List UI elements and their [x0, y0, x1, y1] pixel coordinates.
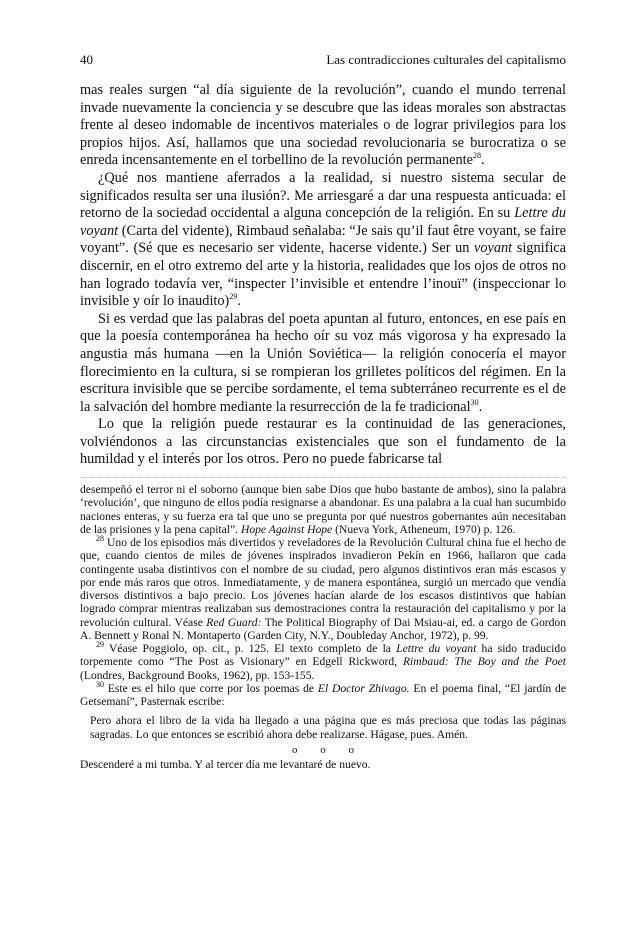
italic-term: voyant: [474, 240, 513, 257]
paragraph-1: [80, 82, 566, 170]
running-title: Las contradicciones culturales del capitalismo: [326, 52, 566, 67]
italic-title: Red Guard:: [206, 615, 262, 629]
italic-title: Hope Against Hope: [240, 522, 333, 536]
text-run: significa discernir, en el otro extremo del arte y la historia, realidades que los ojos de otros no han logrado todavía ver, “inspecter l’invisible et entendre l’inouï” (inspeccionar lo invisible y oír lo inaudito): [80, 240, 566, 310]
text-run: ¿Qué nos mantiene aferrados a la realidad, si nuestro sistema secular de significados resulta ser una ilusión?. Me arriesgaré a dar una respuesta anticuada: el retorno de la sociedad occidental a alguna concepción de la religión. En su: [80, 169, 566, 222]
text-run: (Carta del vidente), Rimbaud señalaba: “Je sais qu’il faut être voyant, se faire voyant”. (Sé que es necesario ser vidente, hacerse vidente.) Ser un: [80, 222, 566, 257]
footnote-continuation: [80, 483, 566, 536]
footnote-30: [80, 679, 566, 709]
footnote-ref-28: 28: [473, 151, 481, 161]
italic-title: El Doctor Zhivago.: [317, 681, 410, 695]
text-run: .: [237, 293, 241, 310]
paragraph-2: [80, 170, 566, 311]
text-run: .: [478, 398, 483, 415]
running-header: [80, 52, 566, 72]
text-run: mas reales surgen “al día siguiente de la revolución”, cuando el mundo terrenal invade nuevamente la conciencia y se descubre que las ideas morales son abstractas frente al deseo indomable de incentivos materiales o de lograr privilegios para los propios hijos. Así, hallamos que una sociedad revolucionaria se burocratiza o se enreda incensantemente en el torbellino de la revolución permanente: [80, 82, 566, 169]
text-run: Uno de los episodios más divertidos y reveladores de la Revolución Cultural china fue el hecho de que, cuando cientos de miles de jóvenes inspirados invadieron Pekín en 1966, hallaron que cada contingente usaba distintivos con el nombre de su ciudad, pero algunos distintivos eran más escasos y por ende más raros que otros. Inmediatamente, y de manera espontánea, surgió un mercado que vendía diversos distintivos a bajo precio. Los jóvenes hacían alarde de los escasos distintivos que habían logrado comprar mientras realizaban sus demostraciones contra la restauración del capitalismo y por la revolución cultural. Véase: [80, 536, 566, 629]
text-run: En el poema final, “El jardín de Getsemaní”, Pasternak escribe:: [80, 681, 566, 709]
text-run: (Londres, Background Books, 1962), pp. 153-155.: [80, 668, 315, 682]
paragraph-4: Lo que la religión puede restaurar es la continuidad de las generaciones, volviéndonos a las circunstancias existenciales que son el fundamento de la humildad y el interés por los otros. Pero no puede fabricarse tal: [80, 416, 566, 468]
italic-title: Lettre du voyant: [80, 205, 566, 239]
page-number: 40: [80, 52, 93, 67]
italic-title: Rimbaud: The Boy and the Poet: [402, 655, 567, 669]
text-run: ha sido traducido torpemente como “The Post as Visionary” en Edgell Rickword,: [80, 642, 566, 669]
text-run: desempeñó el terror ni el soborno (aunque bien sabe Dios que hubo bastante de ambos), sino la palabra ‘revolución’, que ninguno de ellos podía resignarse a abandonar. Es una palabra a la cual han sucumbido naciones enteras, y su fuerza era tal que uno se pregunta por qué nuestros gobernantes aún necesitaban de las prisiones y la pena capital”.: [80, 483, 566, 536]
quote-text: Pero ahora el libro de la vida ha llegado a una página que es más preciosa que todas las páginas sagradas. Lo que entonces se escribió ahora debe realizarse. Hágase, pues. Amén.: [90, 714, 566, 741]
footnote-divider: [80, 477, 566, 478]
paragraph-3: [80, 311, 566, 417]
closing-line: Descenderé a mi tumba. Y al tercer día me levantaré de nuevo.: [80, 757, 371, 771]
text-run: Este es el hilo que corre por los poemas de: [104, 681, 318, 695]
italic-title: Lettre du voyant: [396, 642, 477, 656]
footnote-number: 29: [96, 640, 104, 650]
footnote-ref-30: 30: [470, 397, 479, 407]
text-run: Véase Poggiolo, op. cit., p. 125. El texto completo de la: [104, 642, 397, 656]
footnote-ref-29: 29: [229, 292, 238, 302]
footnote-number: 30: [96, 679, 104, 689]
footnotes: [80, 483, 566, 771]
book-page: [80, 52, 566, 771]
footnote-number: 28: [96, 534, 104, 544]
text-run: .: [481, 152, 485, 169]
footnote-28: [80, 536, 566, 642]
block-quote: [90, 714, 566, 756]
text-run: Si es verdad que las palabras del poeta apuntan al futuro, entonces, en ese país en que la poesía contemporánea ha hecho oír su voz más vigorosa y ha expresado la angustia más humana —en la Unión Soviética— la religión conocería el mayor florecimiento en la cultura, si se rompieran los grilletes políticos del régimen. En la escritura invisible que se percibe sordamente, el tema subterráneo recurrente es el de la salvación del hombre mediante la resurrección de la fe tradicional: [80, 310, 566, 415]
text-run: (Nueva York, Atheneum, 1970) p. 126.: [332, 522, 516, 536]
section-separator: o o o: [292, 743, 364, 756]
footnote-29: [80, 642, 566, 682]
main-text: [80, 82, 566, 469]
text-run: The Political Biography of Dai Msiau-ai, ed. a cargo de Gordon A. Bennett y Ronal N. Montaperto (Garden City, N.Y., Doubleday Anchor, 1972), p. 99.: [80, 615, 566, 642]
